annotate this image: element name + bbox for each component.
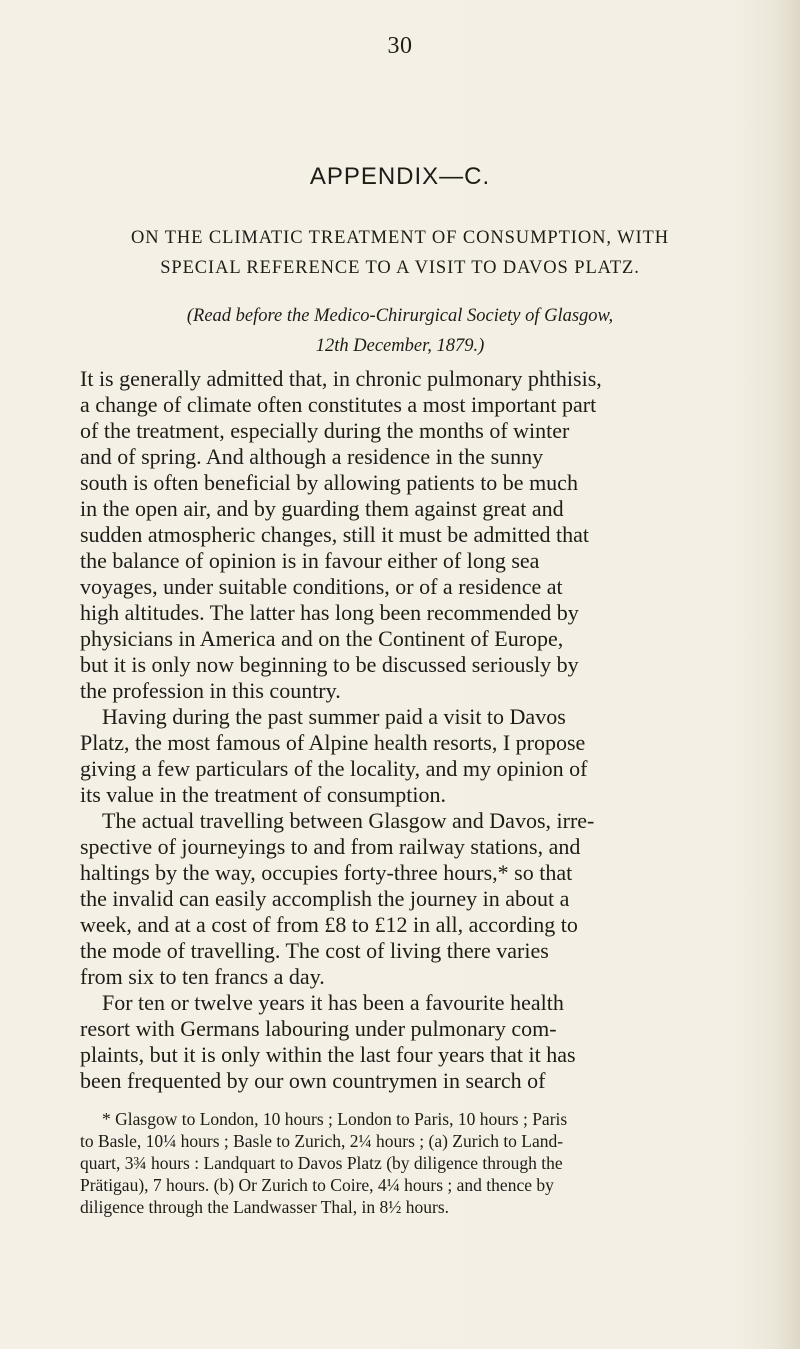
body-line: from six to ten francs a day. [80,964,325,989]
body-line: giving a few particulars of the locality, and my opinion of [80,756,588,781]
body-line: week, and at a cost of from £8 to £12 in all, according to [80,912,578,937]
appendix-title: APPENDIX—C. [309,163,491,190]
footnote-line: * Glasgow to London, 10 hours ; London to Paris, 10 hours ; Paris [102,1109,568,1129]
footnote-line: diligence through the Landwasser Thal, in 8½ hours. [80,1197,450,1217]
body-line: high altitudes. The latter has long been recommended by [80,600,579,625]
body-line: resort with Germans labouring under pulmonary com- [80,1016,557,1041]
read-before-line: (Read before the Medico-Chirurgical Society of Glasgow, [186,306,614,326]
body-line: the invalid can easily accomplish the journey in about a [80,886,570,911]
body-line: For ten or twelve years it has been a favourite health [102,990,564,1015]
read-before-line: 12th December, 1879.) [315,336,485,356]
footnote-line: to Basle, 10¼ hours ; Basle to Zurich, 2¼ hours ; (a) Zurich to Land- [80,1131,564,1151]
body-line: but it is only now beginning to be discussed seriously by [80,652,579,677]
body-line: haltings by the way, occupies forty-three hours,* so that [80,860,573,885]
body-line: been frequented by our own countrymen in search of [80,1068,546,1093]
body-line: Platz, the most famous of Alpine health resorts, I propose [80,730,586,755]
body-line: voyages, under suitable conditions, or of a residence at [80,574,563,599]
body-line: in the open air, and by guarding them against great and [80,496,564,521]
body-line: of the treatment, especially during the months of winter [80,418,570,443]
body-line: a change of climate often constitutes a most important part [80,392,597,417]
body-line: It is generally admitted that, in chronic pulmonary phthisis, [80,366,602,391]
body-line: its value in the treatment of consumption. [80,782,446,807]
read-before-note [0,336,800,357]
body-line: the mode of travelling. The cost of living there varies [80,938,549,963]
body-line: physicians in America and on the Continent of Europe, [80,626,564,651]
body-line: and of spring. And although a residence in the sunny [80,444,544,469]
body-line: sudden atmospheric changes, still it must be admitted that [80,522,589,547]
body-line: The actual travelling between Glasgow and Davos, irre- [102,808,595,833]
body-line: spective of journeyings to and from railway stations, and [80,834,581,859]
body-line: the profession in this country. [80,678,341,703]
body-line: plaints, but it is only within the last four years that it has [80,1042,576,1067]
body-line: the balance of opinion is in favour either of long sea [80,548,540,573]
footnote-line: quart, 3¾ hours : Landquart to Davos Platz (by diligence through the [80,1153,563,1173]
body-line: south is often beneficial by allowing patients to be much [80,470,578,495]
read-before-note [0,306,800,327]
footnote-line: Prätigau), 7 hours. (b) Or Zurich to Coire, 4¼ hours ; and thence by [80,1175,554,1195]
subtitle-line: ON THE CLIMATIC TREATMENT OF CONSUMPTION, WITH [130,228,669,248]
subtitle-line: SPECIAL REFERENCE TO A VISIT TO DAVOS PLATZ. [160,258,640,278]
body-line: Having during the past summer paid a visit to Davos [102,704,566,729]
page-number: 30 [387,33,413,59]
